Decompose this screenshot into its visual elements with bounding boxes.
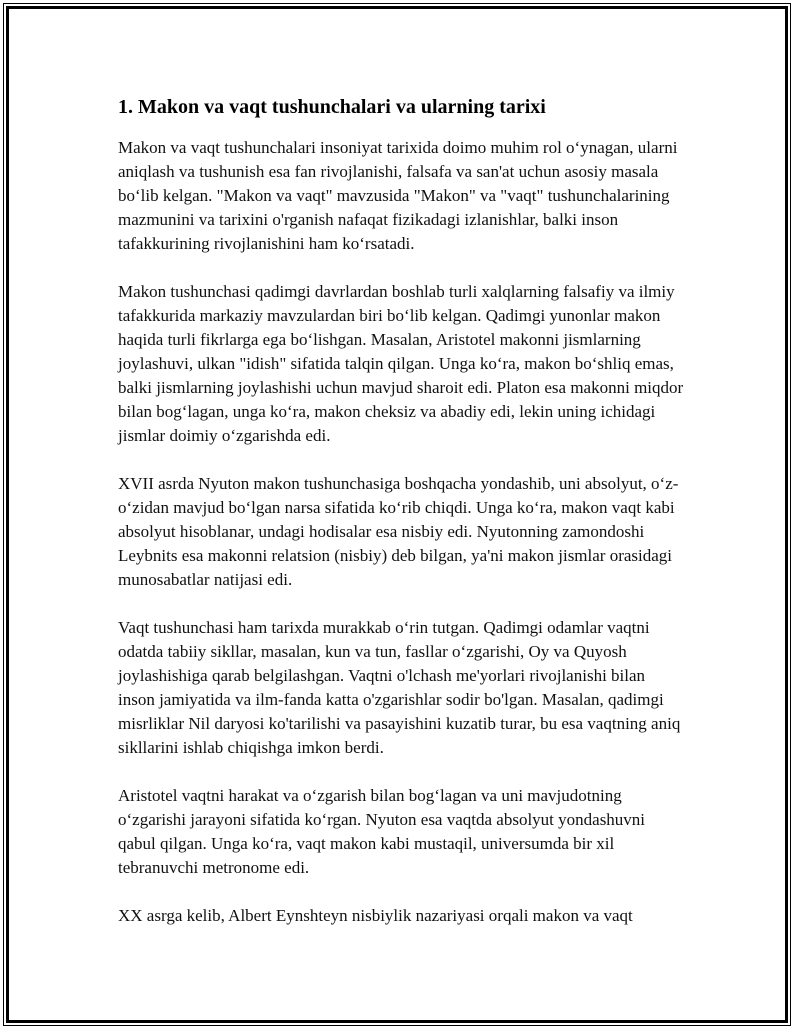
paragraph-5: Aristotel vaqtni harakat va o‘zgarish bilan bog‘lagan va uni mavjudotning o‘zgarishi jarayoni sifatida ko‘rgan. Nyuton esa vaqtda absolyut yondashuvni qabul qilgan. Unga ko‘ra, vaqt makon kabi mustaqil, universumda bir xil tebranuvchi metronome edi.	[118, 786, 646, 877]
section-heading: 1. Makon va vaqt tushunchalari va ularning tarixi	[118, 96, 546, 118]
document-body	[118, 94, 684, 952]
paragraph-4: Vaqt tushunchasi ham tarixda murakkab o‘rin tutgan. Qadimgi odamlar vaqtni odatda tabiiy sikllar, masalan, kun va tun, fasllar o‘zgarishi, Oy va Quyosh joylashishiga qarab belgilashgan. Vaqtni o'lchash me'yorlari rivojlanishi bilan inson jamiyatida va ilm-fanda katta o'zgarishlar sodir bo'lgan. Masalan, qadimgi misrliklar Nil daryosi ko'tarilishi va pasayishini kuzatib turar, bu esa vaqtning aniq sikllarini ishlab chiqishga imkon berdi.	[118, 618, 681, 757]
paragraph-1: Makon va vaqt tushunchalari insoniyat tarixida doimo muhim rol o‘ynagan, ularni aniqlash va tushunish esa fan rivojlanishi, falsafa va san'at uchun asosiy masala bo‘lib kelgan. "Makon va vaqt" mavzusida "Makon" va "vaqt" tushunchalarining mazmunini va tarixini o'rganish nafaqat fizikadagi izlanishlar, balki inson tafakkurining rivojlanishini ham ko‘rsatadi.	[118, 138, 678, 253]
paragraph-6: XX asrga kelib, Albert Eynshteyn nisbiylik nazariyasi orqali makon va vaqt	[118, 906, 633, 925]
paragraph-2: Makon tushunchasi qadimgi davrlardan boshlab turli xalqlarning falsafiy va ilmiy tafakkurida markaziy mavzulardan biri bo‘lib kelgan. Qadimgi yunonlar makon haqida turli fikrlarga ega bo‘lishgan. Masalan, Aristotel makonni jismlarning joylashuvi, ulkan "idish" sifatida talqin qilgan. Unga ko‘ra, makon bo‘shliq emas, balki jismlarning joylashishi uchun mavjud sharoit edi. Platon esa makonni miqdor bilan bog‘lagan, unga ko‘ra, makon cheksiz va abadiy edi, lekin uning ichidagi jismlar doimiy o‘zgarishda edi.	[118, 282, 684, 445]
paragraph-3: XVII asrda Nyuton makon tushunchasiga boshqacha yondashib, uni absolyut, o‘z-o‘zidan mavjud bo‘lgan narsa sifatida ko‘rib chiqdi. Unga ko‘ra, makon vaqt kabi absolyut hisoblanar, undagi hodisalar esa nisbiy edi. Nyutonning zamondoshi Leybnits esa makonni relatsion (nisbiy) deb bilgan, ya'ni makon jismlar orasidagi munosabatlar natijasi edi.	[118, 474, 679, 589]
